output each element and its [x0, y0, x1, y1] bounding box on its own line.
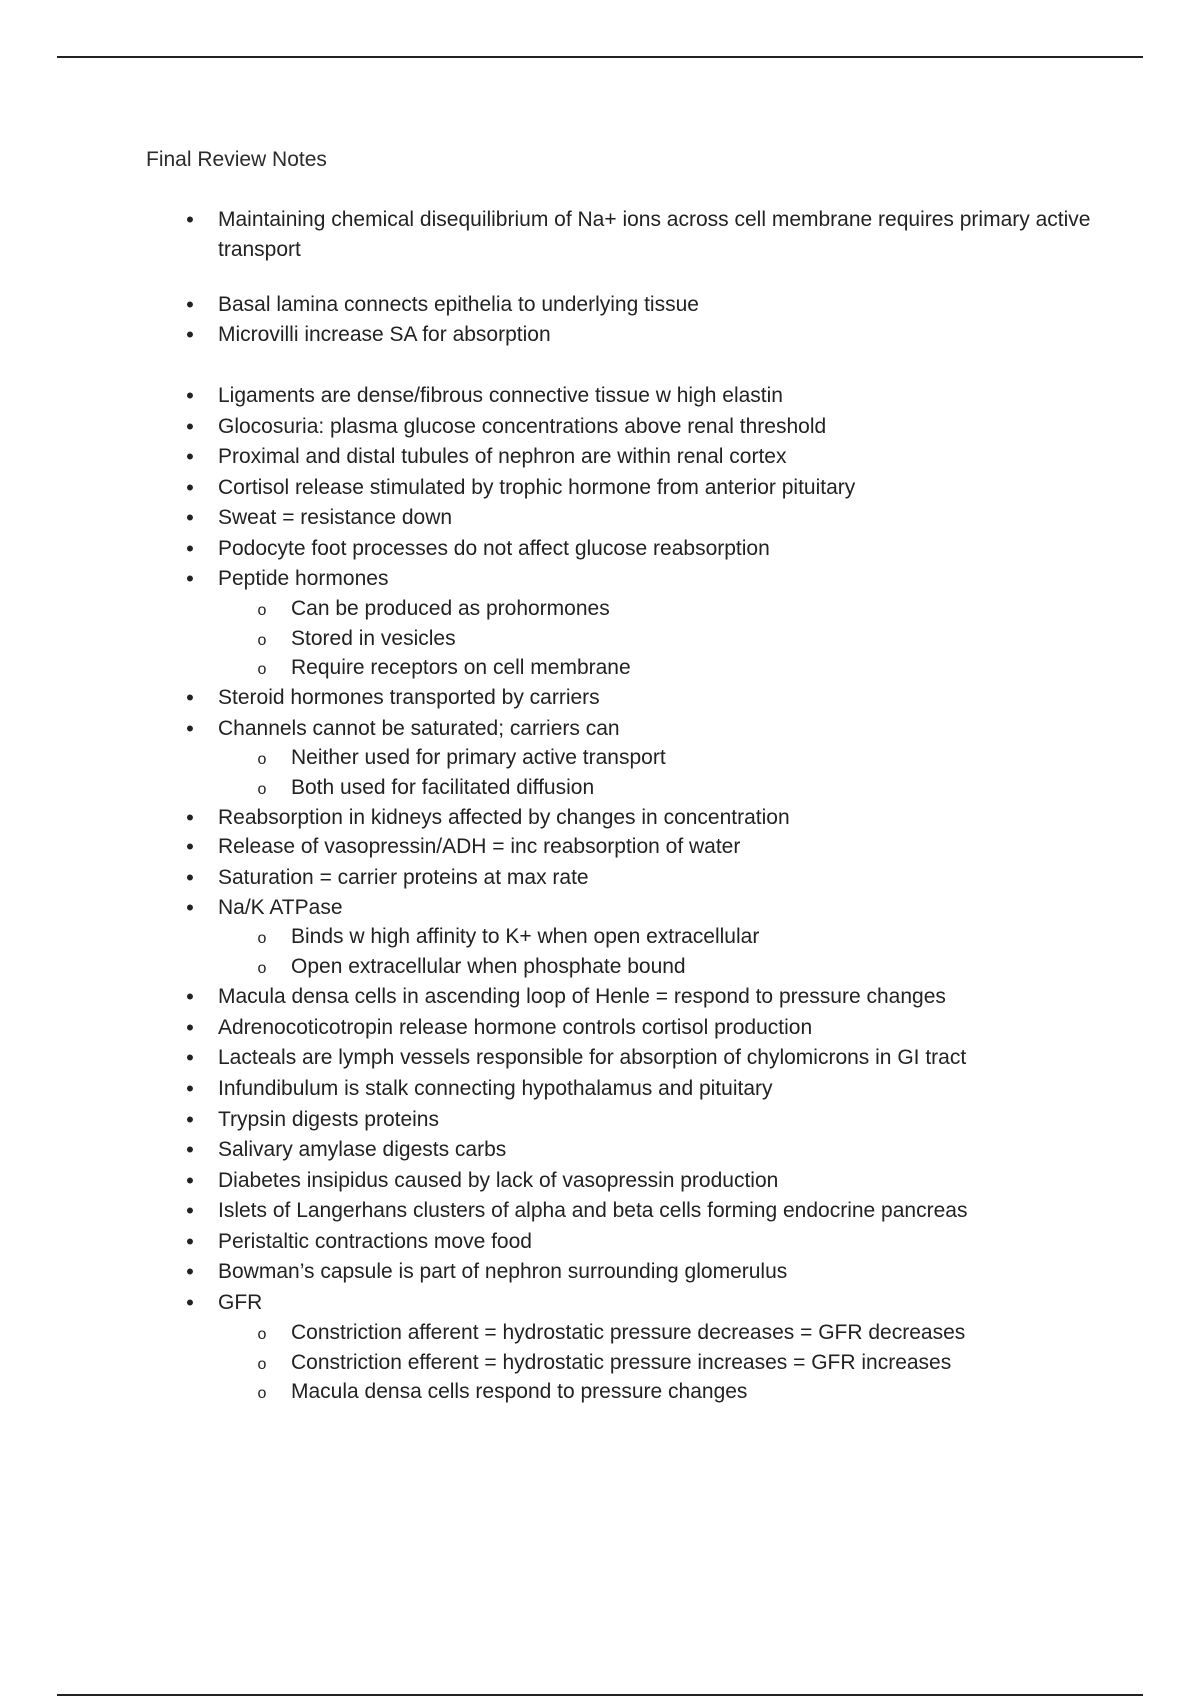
- list-item-text: Microvilli increase SA for absorption: [218, 323, 551, 346]
- bullet-icon: •: [186, 865, 194, 890]
- footer-rule: [57, 1694, 1143, 1696]
- page-title: Final Review Notes: [146, 148, 327, 171]
- list-item-text: Macula densa cells in ascending loop of Henle = respond to pressure changes: [218, 985, 946, 1008]
- list-item-text: Peptide hormones: [218, 567, 389, 590]
- list-item-text: Bowman’s capsule is part of nephron surrounding glomerulus: [218, 1260, 788, 1283]
- list-item-text: Maintaining chemical disequilibrium of Na+ ions across cell membrane requires primary active transport: [218, 208, 1091, 261]
- list-item-text: Proximal and distal tubules of nephron are within renal cortex: [218, 445, 787, 468]
- list-item-text: Basal lamina connects epithelia to underlying tissue: [218, 293, 699, 316]
- list-item-text: Lacteals are lymph vessels responsible for absorption of chylomicrons in GI tract: [218, 1046, 967, 1069]
- list-item-text: Cortisol release stimulated by trophic hormone from anterior pituitary: [218, 476, 856, 499]
- bullet-icon: •: [186, 685, 194, 710]
- list-item-text: Diabetes insipidus caused by lack of vasopressin production: [218, 1169, 779, 1192]
- bullet-icon: •: [186, 505, 194, 530]
- list-item-text: Reabsorption in kidneys affected by changes in concentration: [218, 806, 790, 829]
- bullet-icon: •: [186, 1107, 194, 1132]
- hollow-bullet-icon: o: [257, 661, 267, 678]
- list-item-text: Islets of Langerhans clusters of alpha and beta cells forming endocrine pancreas: [218, 1199, 968, 1222]
- bullet-icon: •: [186, 1168, 194, 1193]
- list-item-text: Channels cannot be saturated; carriers can: [218, 717, 620, 740]
- hollow-bullet-icon: o: [257, 632, 267, 649]
- list-item-text: Can be produced as prohormones: [291, 597, 610, 620]
- list-item-text: Constriction afferent = hydrostatic pressure decreases = GFR decreases: [291, 1321, 966, 1344]
- bullet-icon: •: [186, 292, 194, 317]
- bullet-icon: •: [186, 805, 194, 830]
- bullet-icon: •: [186, 414, 194, 439]
- list-item-text: Binds w high affinity to K+ when open extracellular: [291, 925, 760, 948]
- bullet-icon: •: [186, 1137, 194, 1162]
- list-item-text: Macula densa cells respond to pressure changes: [291, 1380, 748, 1403]
- list-item-text: Constriction efferent = hydrostatic pressure increases = GFR increases: [291, 1351, 952, 1374]
- list-item-text: Ligaments are dense/fibrous connective tissue w high elastin: [218, 384, 783, 407]
- hollow-bullet-icon: o: [257, 1356, 267, 1373]
- hollow-bullet-icon: o: [257, 960, 267, 977]
- list-item-text: Peristaltic contractions move food: [218, 1230, 532, 1253]
- list-item-text: Open extracellular when phosphate bound: [291, 955, 686, 978]
- list-item-text: Release of vasopressin/ADH = inc reabsorption of water: [218, 835, 741, 858]
- hollow-bullet-icon: o: [257, 602, 267, 619]
- list-item-text: Adrenocoticotropin release hormone controls cortisol production: [218, 1016, 813, 1039]
- bullet-icon: •: [186, 1229, 194, 1254]
- hollow-bullet-icon: o: [257, 1326, 267, 1343]
- bullet-icon: •: [186, 984, 194, 1009]
- hollow-bullet-icon: o: [257, 781, 267, 798]
- bullet-icon: •: [186, 1290, 194, 1315]
- bullet-icon: •: [186, 1198, 194, 1223]
- bullet-icon: •: [186, 383, 194, 408]
- bullet-icon: •: [186, 834, 194, 859]
- bullet-icon: •: [186, 1015, 194, 1040]
- bullet-icon: •: [186, 895, 194, 920]
- bullet-icon: •: [186, 444, 194, 469]
- bullet-icon: •: [186, 1076, 194, 1101]
- list-item-text: Infundibulum is stalk connecting hypothalamus and pituitary: [218, 1077, 773, 1100]
- list-item-text: Podocyte foot processes do not affect glucose reabsorption: [218, 537, 770, 560]
- bullet-icon: •: [186, 536, 194, 561]
- list-item-text: Saturation = carrier proteins at max rate: [218, 866, 589, 889]
- list-item-text: Both used for facilitated diffusion: [291, 776, 595, 799]
- list-item-text: Na/K ATPase: [218, 896, 343, 919]
- bullet-icon: •: [186, 566, 194, 591]
- list-item-text: Steroid hormones transported by carriers: [218, 686, 600, 709]
- bullet-icon: •: [186, 475, 194, 500]
- bullet-icon: •: [186, 716, 194, 741]
- list-item-text: Glocosuria: plasma glucose concentrations above renal threshold: [218, 415, 827, 438]
- hollow-bullet-icon: o: [257, 930, 267, 947]
- hollow-bullet-icon: o: [257, 751, 267, 768]
- list-item-text: Salivary amylase digests carbs: [218, 1138, 507, 1161]
- list-item-text: Sweat = resistance down: [218, 506, 453, 529]
- list-item-text: Require receptors on cell membrane: [291, 656, 631, 679]
- list-item-text: Neither used for primary active transport: [291, 746, 666, 769]
- bullet-icon: •: [186, 322, 194, 347]
- header-rule: [57, 56, 1143, 58]
- bullet-icon: •: [186, 1259, 194, 1284]
- list-item-text: Trypsin digests proteins: [218, 1108, 439, 1131]
- bullet-icon: •: [186, 207, 194, 232]
- list-item-text: Stored in vesicles: [291, 627, 456, 650]
- bullet-icon: •: [186, 1045, 194, 1070]
- list-item-text: GFR: [218, 1291, 263, 1314]
- hollow-bullet-icon: o: [257, 1385, 267, 1402]
